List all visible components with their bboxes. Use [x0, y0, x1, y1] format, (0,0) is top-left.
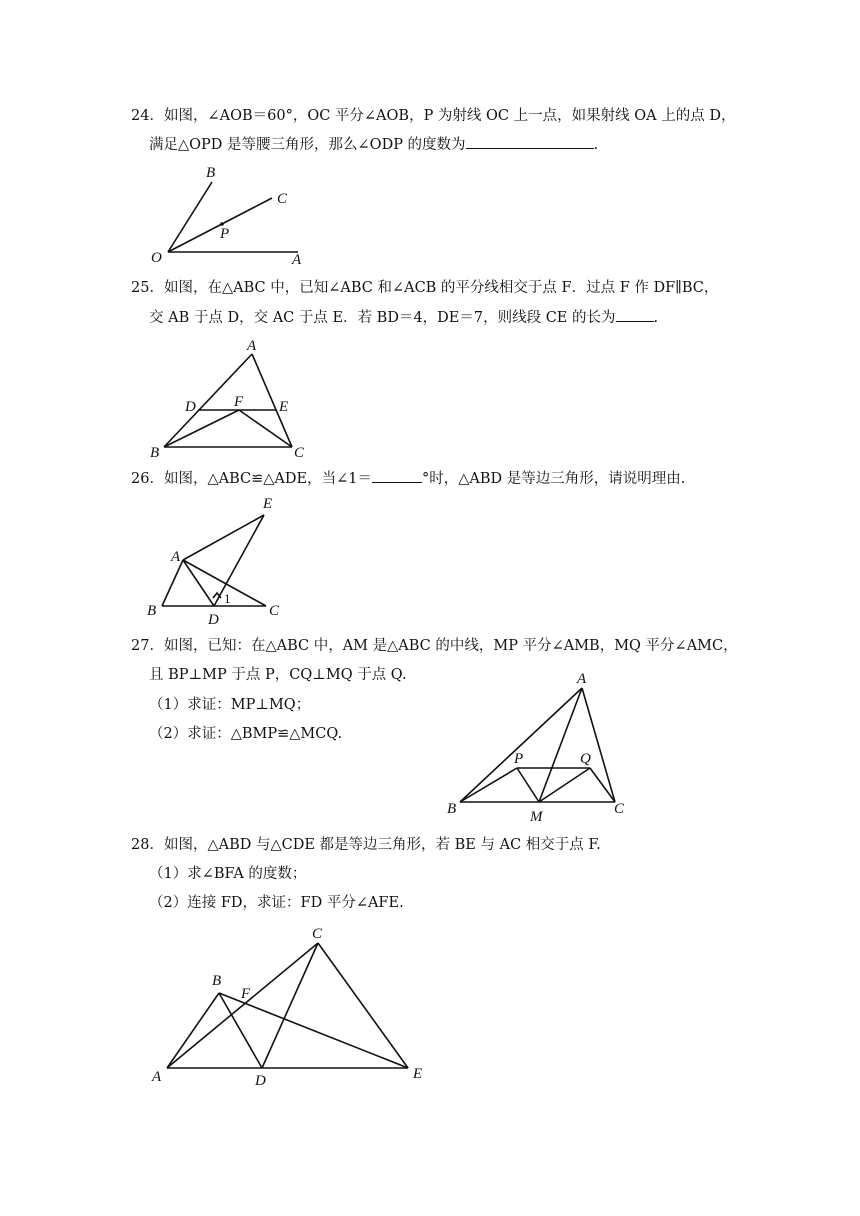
- q25-line1: 25．如图，在△ABC 中，已知∠ABC 和∠ACB 的平分线相交于点 F．过点 F 作 DF∥BC，: [131, 280, 719, 296]
- q27-label-A: A: [577, 671, 587, 687]
- q26-label-E: E: [263, 496, 273, 512]
- q24-label-O: O: [151, 250, 162, 266]
- q25-label-C: C: [294, 445, 305, 461]
- q24-label-P: P: [220, 226, 230, 242]
- q25-label-A: A: [247, 338, 257, 354]
- q27-label-C: C: [614, 801, 625, 817]
- q24-line2-end: .: [593, 137, 599, 153]
- q28-label-D: D: [255, 1073, 266, 1089]
- q28-sub2: （2）连接 FD，求证：FD 平分∠AFE.: [149, 895, 404, 911]
- q25-line2-text: 交 AB 于点 D，交 AC 于点 E．若 BD＝4，DE＝7，则线段 CE 的长为: [149, 310, 616, 326]
- q26-label-1: 1: [224, 591, 231, 606]
- q26-label-A: A: [171, 549, 181, 565]
- q28-sub1: （1）求∠BFA 的度数；: [149, 866, 307, 882]
- q27-label-P: P: [514, 751, 524, 767]
- q28-label-A: A: [152, 1069, 162, 1085]
- q24-line1: 24．如图，∠AOB＝60°，OC 平分∠AOB，P 为射线 OC 上一点，如果射线 OA 上的点 D，: [131, 108, 736, 124]
- q25-label-D: D: [185, 399, 196, 415]
- q26-label-D: D: [208, 612, 219, 628]
- q24-label-B: B: [206, 165, 216, 181]
- q27-sub1: （1）求证：MP⊥MQ；: [149, 697, 311, 713]
- q27-sub2: （2）求证：△BMP≌△MCQ.: [149, 726, 343, 742]
- q25-label-B: B: [150, 445, 160, 461]
- q24-label-A: A: [292, 252, 302, 268]
- q26-line1-end: °时，△ABD 是等边三角形，请说明理由.: [421, 471, 686, 487]
- q24-label-C: C: [277, 191, 288, 207]
- q24-line2-text: 满足△OPD 是等腰三角形，那么∠ODP 的度数为: [149, 137, 466, 153]
- q26-label-C: C: [269, 603, 280, 619]
- q27-line1: 27．如图，已知：在△ABC 中，AM 是△ABC 的中线，MP 平分∠AMB，MQ 平分∠AMC，: [131, 638, 738, 654]
- q28-label-E: E: [413, 1066, 423, 1082]
- q26-label-B: B: [147, 603, 157, 619]
- q28-label-B: B: [212, 973, 222, 989]
- q28-line1: 28．如图，△ABD 与△CDE 都是等边三角形，若 BE 与 AC 相交于点 F.: [131, 837, 601, 853]
- q25-label-E: E: [279, 399, 289, 415]
- q27-line2: 且 BP⊥MP 于点 P，CQ⊥MQ 于点 Q.: [149, 667, 407, 683]
- q25-line2-end: .: [653, 310, 659, 326]
- q27-label-M: M: [530, 809, 543, 825]
- q27-label-B: B: [447, 801, 457, 817]
- q28-label-F: F: [241, 986, 251, 1002]
- q28-label-C: C: [312, 926, 323, 942]
- q25-label-F: F: [234, 394, 244, 410]
- q26-line1-text: 26．如图，△ABC≌△ADE，当∠1＝: [131, 471, 372, 487]
- q27-label-Q: Q: [580, 751, 591, 767]
